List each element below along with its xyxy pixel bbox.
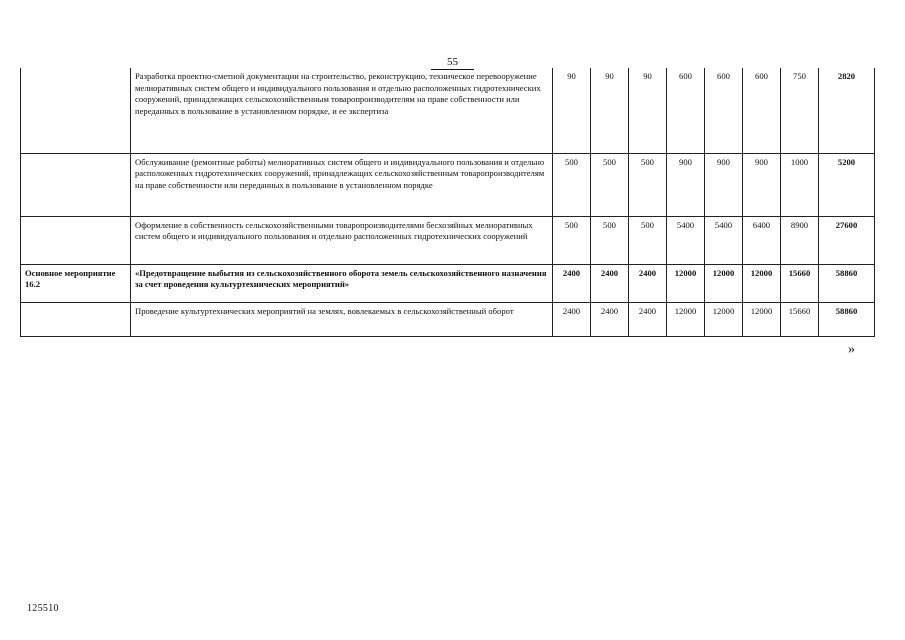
- document-code: 125510: [27, 603, 59, 614]
- row-total-cell: 5200: [819, 153, 875, 216]
- row-description-cell: Разработка проектно-сметной документации на строительство, реконструкцию, техническое перевооружение мелиоративных систем общего и индивидуального пользования и отдельно расположенных гидротехнических сооружений, принадлежащих сельскохозяйственным товаропроизводителям на праве собственности или переданных в пользование в установленном порядке, и ее экспертиза: [131, 68, 553, 153]
- closing-quote: »: [848, 342, 855, 357]
- row-value-cell: 12000: [743, 302, 781, 336]
- row-value-cell: 15660: [781, 302, 819, 336]
- row-value-cell: 900: [743, 153, 781, 216]
- row-value-cell: 5400: [705, 216, 743, 264]
- row-description-cell: Обслуживание (ремонтные работы) мелиоративных систем общего и индивидуального пользования и отдельно расположенных гидротехнических сооружений, принадлежащих сельскохозяйственным товаропроизводителям на праве собственности или переданных в пользование в установленном порядке: [131, 153, 553, 216]
- row-total-cell: 2820: [819, 68, 875, 153]
- row-value-cell: 2400: [629, 302, 667, 336]
- row-name-cell: [21, 153, 131, 216]
- row-value-cell: 90: [629, 68, 667, 153]
- row-description-cell: «Предотвращение выбытия из сельскохозяйственного оборота земель сельскохозяйственного назначения за счет проведения культуртехнических мероприятий»: [131, 264, 553, 302]
- row-value-cell: 6400: [743, 216, 781, 264]
- row-value-cell: 90: [553, 68, 591, 153]
- row-value-cell: 12000: [705, 264, 743, 302]
- row-name-cell: Основное мероприятие 16.2: [21, 264, 131, 302]
- row-value-cell: 500: [629, 153, 667, 216]
- row-value-cell: 900: [667, 153, 705, 216]
- row-value-cell: 2400: [553, 264, 591, 302]
- row-description-cell: Оформление в собственность сельскохозяйственными товаропроизводителями бесхозяйных мелиоративных систем общего и индивидуального пользования и отдельно расположенных гидротехнических сооружений: [131, 216, 553, 264]
- row-value-cell: 600: [743, 68, 781, 153]
- row-value-cell: 15660: [781, 264, 819, 302]
- row-value-cell: 12000: [705, 302, 743, 336]
- program-table: [20, 68, 875, 337]
- row-value-cell: 90: [591, 68, 629, 153]
- table-row: [21, 68, 875, 153]
- row-value-cell: 600: [667, 68, 705, 153]
- row-value-cell: 500: [591, 153, 629, 216]
- row-name-cell: [21, 302, 131, 336]
- row-value-cell: 2400: [591, 264, 629, 302]
- row-value-cell: 5400: [667, 216, 705, 264]
- row-value-cell: 500: [591, 216, 629, 264]
- row-value-cell: 500: [629, 216, 667, 264]
- table-row: [21, 264, 875, 302]
- row-value-cell: 2400: [553, 302, 591, 336]
- table-body: [21, 68, 875, 336]
- row-value-cell: 900: [705, 153, 743, 216]
- row-value-cell: 12000: [743, 264, 781, 302]
- row-value-cell: 500: [553, 216, 591, 264]
- row-value-cell: 12000: [667, 302, 705, 336]
- table-row: [21, 153, 875, 216]
- row-value-cell: 8900: [781, 216, 819, 264]
- table-row: [21, 302, 875, 336]
- row-value-cell: 750: [781, 68, 819, 153]
- page-number: 55: [0, 56, 905, 70]
- row-total-cell: 27600: [819, 216, 875, 264]
- row-name-cell: [21, 68, 131, 153]
- row-total-cell: 58860: [819, 302, 875, 336]
- row-description-cell: Проведение культуртехнических мероприятий на землях, вовлекаемых в сельскохозяйственный оборот: [131, 302, 553, 336]
- row-value-cell: 1000: [781, 153, 819, 216]
- row-total-cell: 58860: [819, 264, 875, 302]
- row-value-cell: 2400: [591, 302, 629, 336]
- row-value-cell: 500: [553, 153, 591, 216]
- table-row: [21, 216, 875, 264]
- row-name-cell: [21, 216, 131, 264]
- row-value-cell: 12000: [667, 264, 705, 302]
- row-value-cell: 600: [705, 68, 743, 153]
- row-value-cell: 2400: [629, 264, 667, 302]
